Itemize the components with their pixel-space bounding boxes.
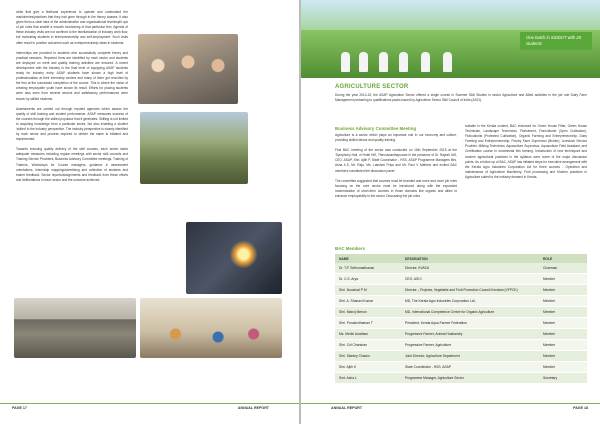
photo-classroom — [14, 298, 136, 358]
right-footer — [301, 403, 600, 414]
photo-women-group — [138, 34, 238, 104]
photo-welding-training — [186, 222, 282, 294]
member-name: Smt. Asha L — [335, 373, 401, 384]
table-row — [335, 340, 587, 351]
right-page-number: PAGE 18 — [573, 406, 588, 410]
left-page — [0, 0, 299, 424]
member-role: Member — [539, 307, 587, 318]
member-designation: Progressive Farmer, Animal Husbandry — [401, 329, 539, 340]
right-page — [301, 0, 600, 424]
sector-intro-text: During the year 2014-15, the ASAP Agriculture Sector offered a single course in Summer Skill Studies in sector Agriculture and Allied activities in the job role Dairy Farm Management pertaining to qualifications packs issued by Agriculture Sector Skill Council of India (ASCI). — [335, 93, 587, 103]
member-role: Member — [539, 351, 587, 362]
paragraph-internships: Internships are provided to students who successfully complete theory and practical sessions. Reported firms are identified by each sector and students are deployed on merit and quality training activities are ensured. A recent development with the industry is the final level of equipping ASAP students ready for industry entry. ASAP students have shown a high level of professionalism at their internship centers and many of them got recruited by the firm at the successful completion of the course. This is where the vision of creating employable youth have shown its result. Efforts for placing students were also seen from several sectors and satisfactory performances were shown by skilled students. — [16, 50, 128, 101]
bac-text-column-2 — [465, 124, 587, 185]
left-footer-label: ANNUAL REPORT — [237, 406, 269, 410]
member-designation: CEO, ASCI — [401, 274, 539, 285]
bac-paragraph-3: The committee suggested that courses must be branded and more and more job roles focusing on the core sector must be introduced along with the expanded modernisation of short-term courses in those domains like organic and allied to enhance employability in the sector. Discussing the job roles — [335, 178, 457, 198]
bac-paragraph-4: suitable in the Kerala context, BAC endorsed for Green House Fitter, Green House Technician, Landscape Technician, Floristment, Floriculturist (Open Cultivation), Floriculturist (Protected Cultivation), Organic Farming and Entrepreneurship, Dairy Farming and Entrepreneurship, Poultry Farm Supervisor (Broiler), Livestock Service Provider, Milking Technician, Aquaculture Supervisor, Aquaculture Field Assistant, and Certification course in ornamental fish farming. Introduction of new techniques and modern agricultural practices in the syllabus were some of the major discussion points. As a follow up of BAC, ASAP has initiated steps for executive arrangement with the Kerala Agro Industries Corporation Ltd for three courses - Operation and maintenance of Agriculture Machinery, Fruit processing and Modern practices in Agriculture suited to the industry demand in Kerala. — [465, 124, 587, 179]
member-designation: President, Kerala Aqua Farmer Federation — [401, 318, 539, 329]
member-name: Shri. Manoj Menon — [335, 307, 401, 318]
member-name: Shri. Stanley Chacko — [335, 351, 401, 362]
table-row — [335, 296, 587, 307]
table-row — [335, 351, 587, 362]
table-row — [335, 329, 587, 340]
table-row — [335, 285, 587, 296]
member-role: Member — [539, 318, 587, 329]
bac-members-table — [335, 254, 587, 384]
photo-tailoring-class — [140, 298, 282, 358]
member-role: Member — [539, 340, 587, 351]
table-row — [335, 318, 587, 329]
member-designation: MD, International Competence Centre for Organic Agriculture — [401, 307, 539, 318]
table-row — [335, 362, 587, 373]
table-row — [335, 307, 587, 318]
banner-caption: One batch in SSIDOT with 28 students — [520, 32, 592, 50]
member-name: Shri. Cirl Chandran — [335, 340, 401, 351]
member-role: Member — [539, 329, 587, 340]
left-page-number: PAGE 17 — [12, 406, 27, 410]
table-row — [335, 373, 587, 384]
agriculture-banner-photo — [301, 0, 600, 78]
member-name: Shri. Purushothaman T — [335, 318, 401, 329]
photo-farm-fields — [140, 112, 248, 184]
member-name: Shri. A. Shanavi Kumar — [335, 296, 401, 307]
member-name: Ms. Merlin Anathasi — [335, 329, 401, 340]
table-row — [335, 274, 587, 285]
sector-intro — [335, 84, 587, 108]
member-designation: State Coordinator - HSS, ASAP — [401, 362, 539, 373]
right-footer-label: ANNUAL REPORT — [331, 406, 363, 410]
header-role: ROLE — [539, 254, 587, 263]
member-name: Shri. Ajith K — [335, 362, 401, 373]
paragraph-industry-visits: visits that give a firsthand experience to operate and understand the machineries/practices that they had gone through in the theory classes. It also gives them a clear idea of the administrative and organisational levels/split ups of job roles that enable a smooth functioning of that particular firm. Agenda of these industry visits are not confined to the familiarization of industry work flow, but motivating students in entrepreneurship and self-employment. Such visits often result in positive outcomes such as entrepreneurship ideas in students. — [16, 10, 128, 45]
bac-members-section — [335, 244, 587, 384]
bac-members-title: BAC Members — [335, 246, 366, 251]
bac-paragraph-1: Agriculture is a sector which plays an important role in our economy and culture, providing skilled labour and quality training. — [335, 133, 457, 143]
member-designation: MD, The Kerala Agro Industries Corporation Ltd, — [401, 296, 539, 307]
member-role: Chairman — [539, 263, 587, 274]
header-designation: DESIGNATION — [401, 254, 539, 263]
member-designation: Progressive Farmer, Agriculture — [401, 340, 539, 351]
member-role: Member — [539, 285, 587, 296]
bac-paragraph-2: First BAC meeting of the sector was conducted on 16th September 2015 at the 'Symphony Hall, of Hotel Hill', Thiruvananthapuram in the presence of Dr. Rajesh IAS, CEO, ASAP, Shri. Ajith P, State Coordinator - HSS, ASAP Programme Managers Mrs. Asha A.S, Mr. Raju, Ms. Lakshmi Priya and Mr. Paul V Mathew and invited BAC members constituted the discussion panel. — [335, 148, 457, 173]
bac-text-column-1 — [335, 133, 457, 204]
member-name: Shri. Noushad P M — [335, 285, 401, 296]
paragraph-quality-delivery: Towards ensuring quality delivery of the skill courses, each sector takes adequate measures including regular meetings with sector skill councils and Training Service Providers, Business Advisory Committee meetings, Training of Trainers, Workshops for Course managers, guidance & assessment orientations. Internship mapping/advertising and collection of students and trainer feedback. Sector reports/assignments and feedback from these efforts and deliberations in each sector and the outcome achieved. — [16, 147, 128, 182]
member-designation: Director, KVASU — [401, 263, 539, 274]
member-role: Member — [539, 362, 587, 373]
member-role: Member — [539, 274, 587, 285]
member-name: Dr. T.P. Sethumadhavan — [335, 263, 401, 274]
left-footer — [0, 403, 299, 414]
header-name: NAME — [335, 254, 401, 263]
paragraph-assessments: Assessments are carried out through reputed agencies which assess the quality of skill training and student performance. ASAP measures success of the courses through the skilled populace that it generates. Skilling is not limited to acquiring knowledge from a particular sector, but also enabling a student 'skilled' in the industry perspective. The industry perspective is closely identified by each sector and process required to deliver the same is initiated and implemented. — [16, 106, 128, 142]
member-designation: Director – Projects, Vegetable and Fruit Promotion Council Keralam (VFPCK) — [401, 285, 539, 296]
table-row — [335, 263, 587, 274]
member-name: Dr. C.S. Arya — [335, 274, 401, 285]
member-role: Member — [539, 296, 587, 307]
member-designation: Programme Manager, Agriculture Sector — [401, 373, 539, 384]
section-title: AGRICULTURE SECTOR — [335, 84, 409, 90]
member-designation: Joint Director, Agriculture Department — [401, 351, 539, 362]
member-role: Secretary — [539, 373, 587, 384]
table-header-row — [335, 254, 587, 263]
bac-meeting-title: Business Advisory Committee Meeting — [335, 126, 417, 131]
left-text-column-top — [16, 10, 128, 188]
